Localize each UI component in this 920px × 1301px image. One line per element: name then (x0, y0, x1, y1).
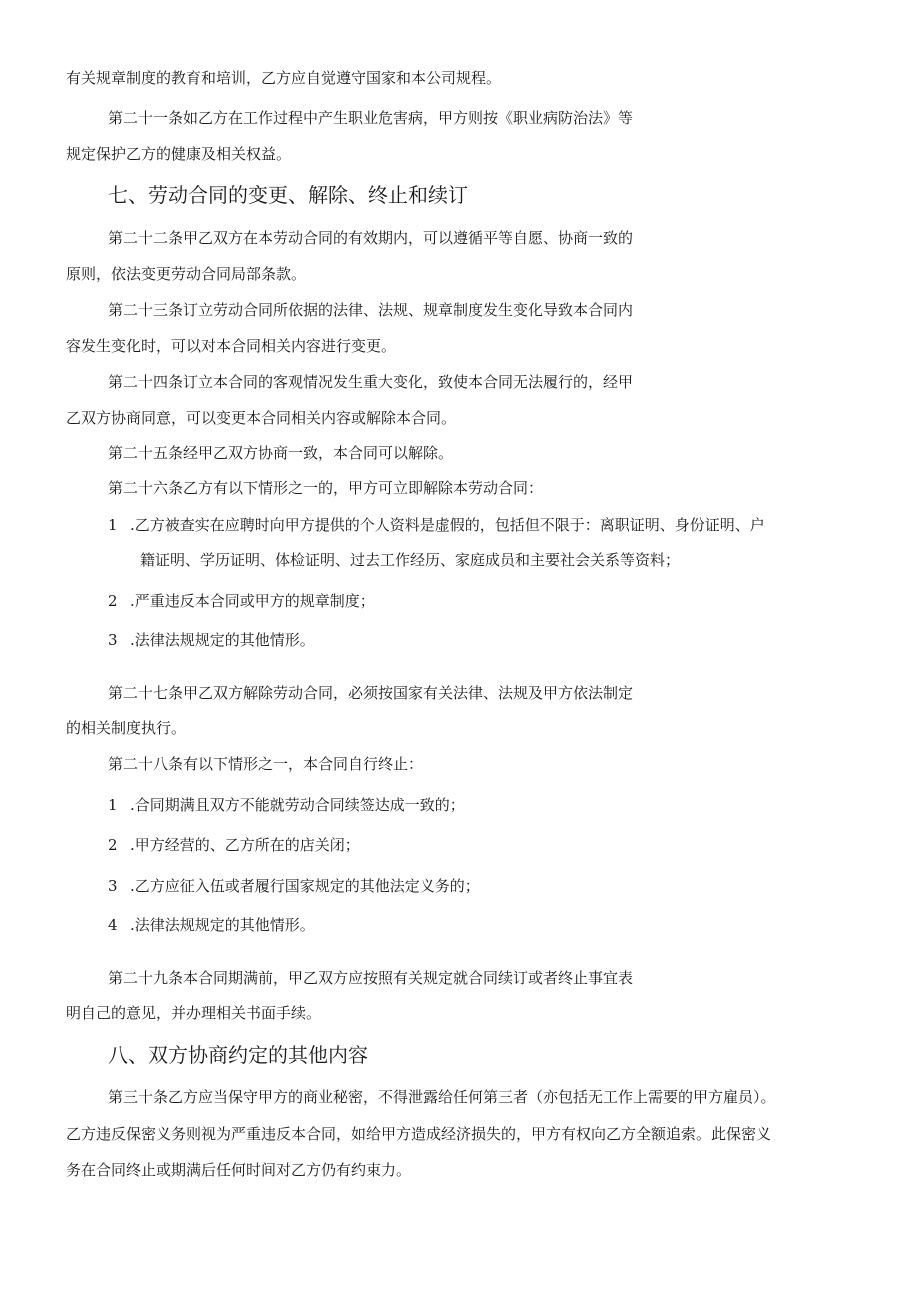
article-23-line-2: 容发生变化时，可以对本合同相关内容进行变更。 (66, 337, 397, 355)
article-26: 第二十六条乙方有以下情形之一的，甲方可立即解除本劳动合同： (108, 479, 544, 497)
list-item-text: .严重违反本合同或甲方的规章制度； (130, 592, 375, 610)
list-item-text: .法律法规规定的其他情形。 (130, 916, 315, 934)
list-number: 1 (108, 516, 118, 534)
list-number: 4 (108, 916, 118, 934)
article-21-line-1: 第二十一条如乙方在工作过程中产生职业危害病，甲方则按《职业病防治法》等 (108, 109, 634, 127)
article-23-line-1: 第二十三条订立劳动合同所依据的法律、法规、规章制度发生变化导致本合同内 (108, 301, 634, 319)
list-number: 2 (108, 592, 118, 610)
list-number: 3 (108, 631, 118, 649)
article-27-line-1: 第二十七条甲乙双方解除劳动合同，必须按国家有关法律、法规及甲方依法制定 (108, 684, 634, 702)
article-26-item-2 (108, 591, 375, 611)
section-7-title: 七、劳动合同的变更、解除、终止和续订 (108, 183, 468, 207)
article-26-item-1 (108, 515, 765, 535)
article-22-line-2: 原则，依法变更劳动合同局部条款。 (66, 265, 307, 283)
paragraph-continued: 有关规章制度的教育和培训，乙方应自觉遵守国家和本公司规程。 (66, 69, 502, 87)
article-24-line-1: 第二十四条订立本合同的客观情况发生重大变化，致使本合同无法履行的，经甲 (108, 373, 634, 391)
article-22-line-1: 第二十二条甲乙双方在本劳动合同的有效期内，可以遵循平等自愿、协商一致的 (108, 229, 634, 247)
article-28: 第二十八条有以下情形之一，本合同自行终止： (108, 755, 424, 773)
section-8-title: 八、双方协商约定的其他内容 (108, 1043, 368, 1067)
article-28-item-2 (108, 835, 360, 855)
article-21-line-2: 规定保护乙方的健康及相关权益。 (66, 145, 292, 163)
list-item-text: .合同期满且双方不能就劳动合同续签达成一致的； (130, 796, 465, 814)
list-item-text: .甲方经营的、乙方所在的店关闭； (130, 836, 360, 854)
article-28-item-3 (108, 876, 480, 896)
article-30-line-2: 乙方违反保密义务则视为严重违反本合同，如给甲方造成经济损失的，甲方有权向乙方全额追索。此保密义 (66, 1125, 772, 1143)
list-item-text: .乙方被查实在应聘时向甲方提供的个人资料是虚假的，包括但不限于：离职证明、身份证明、户 (130, 516, 765, 534)
list-item-text: .乙方应征入伍或者履行国家规定的其他法定义务的； (130, 877, 480, 895)
article-30-line-1: 第三十条乙方应当保守甲方的商业秘密，不得泄露给任何第三者（亦包括无工作上需要的甲方雇员）。 (108, 1088, 776, 1106)
list-number: 1 (108, 796, 118, 814)
list-item-text: .法律法规规定的其他情形。 (130, 631, 315, 649)
article-27-line-2: 的相关制度执行。 (66, 719, 187, 737)
article-24-line-2: 乙双方协商同意，可以变更本合同相关内容或解除本合同。 (66, 409, 457, 427)
article-25: 第二十五条经甲乙双方协商一致，本合同可以解除。 (108, 444, 454, 462)
article-29-line-1: 第二十九条本合同期满前，甲乙双方应按照有关规定就合同续订或者终止事宜表 (108, 969, 634, 987)
article-28-item-4 (108, 915, 315, 935)
article-26-item-1-cont: 籍证明、学历证明、体检证明、过去工作经历、家庭成员和主要社会关系等资料； (140, 551, 681, 569)
article-30-line-3: 务在合同终止或期满后任何时间对乙方仍有约束力。 (66, 1161, 412, 1179)
article-28-item-1 (108, 795, 465, 815)
article-29-line-2: 明自己的意见，并办理相关书面手续。 (66, 1004, 322, 1022)
article-26-item-3 (108, 630, 315, 650)
list-number: 2 (108, 836, 118, 854)
list-number: 3 (108, 877, 118, 895)
